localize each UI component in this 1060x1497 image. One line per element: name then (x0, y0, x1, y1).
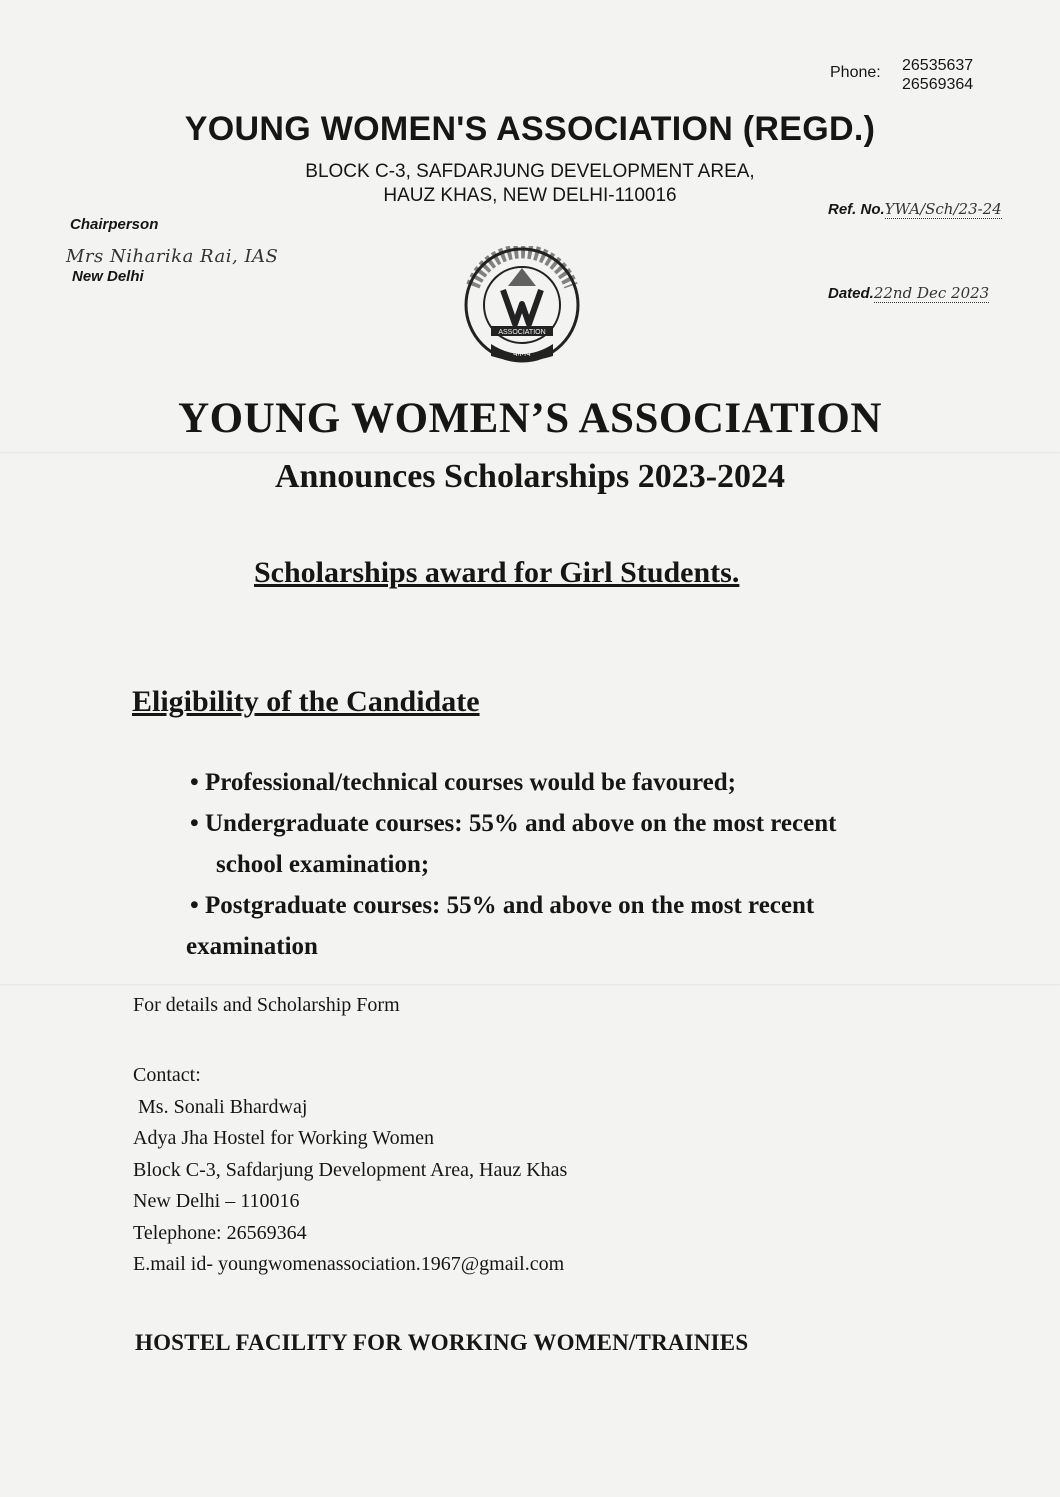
address-line: HAUZ KHAS, NEW DELHI-110016 (383, 185, 677, 206)
eligibility-item-continued: examination (186, 933, 318, 960)
chairperson-label: Chairperson (70, 216, 159, 233)
hostel-heading: HOSTEL FACILITY FOR WORKING WOMEN/TRAINIES (135, 1330, 749, 1355)
dated-value: 22nd Dec 2023 (873, 284, 990, 302)
announcement-subtitle: Announces Scholarships 2023-2024 (274, 458, 786, 495)
address-line: BLOCK C-3, SAFDARJUNG DEVELOPMENT AREA, (305, 161, 755, 182)
eligibility-item: • Postgraduate courses: 55% and above on the most recent (190, 892, 815, 919)
paper-fold (0, 452, 1060, 455)
dated-label: Dated. (828, 285, 874, 302)
eligibility-list (186, 762, 950, 967)
reference-number (828, 200, 1002, 218)
phone-label: Phone: (830, 64, 881, 81)
ref-value: YWA/Sch/23-24 (884, 200, 1002, 218)
eligibility-item: • Undergraduate courses: 55% and above on the most recent (190, 810, 837, 837)
chairperson-signature: Mrs Niharika Rai, IAS (66, 246, 279, 267)
contact-block (133, 1060, 567, 1281)
contact-line: Block C-3, Safdarjung Development Area, Hauz Khas (133, 1158, 568, 1181)
announcement-title: YOUNG WOMEN’S ASSOCIATION (178, 395, 882, 442)
phone-number: 26535637 (902, 57, 974, 74)
phone-number: 26569364 (902, 76, 974, 93)
contact-label: Contact: (133, 1064, 201, 1086)
eligibility-heading: Eligibility of the Candidate (132, 685, 480, 718)
org-title: YOUNG WOMEN'S ASSOCIATION (REGD.) (184, 110, 876, 148)
contact-name: Ms. Sonali Bhardwaj (138, 1095, 308, 1118)
scholarship-heading: Scholarships award for Girl Students. (254, 556, 740, 589)
emblem-text: ASSOCIATION (498, 329, 546, 336)
contact-line: Adya Jha Hostel for Working Women (133, 1127, 434, 1149)
contact-email: E.mail id- youngwomenassociation.1967@gmail.com (133, 1253, 565, 1275)
emblem-motto: कामये (513, 349, 531, 358)
eligibility-item: • Professional/technical courses would be favoured; (190, 769, 737, 796)
date-line (828, 284, 989, 302)
eligibility-item-continued: school examination; (216, 851, 430, 878)
contact-line: New Delhi – 110016 (133, 1190, 300, 1212)
ref-label: Ref. No. (828, 201, 885, 218)
association-emblem-icon (463, 246, 581, 364)
contact-telephone: Telephone: 26569364 (133, 1221, 307, 1244)
paper-fold (0, 984, 1060, 987)
details-line: For details and Scholarship Form (133, 994, 400, 1016)
chairperson-city: New Delhi (72, 268, 144, 285)
